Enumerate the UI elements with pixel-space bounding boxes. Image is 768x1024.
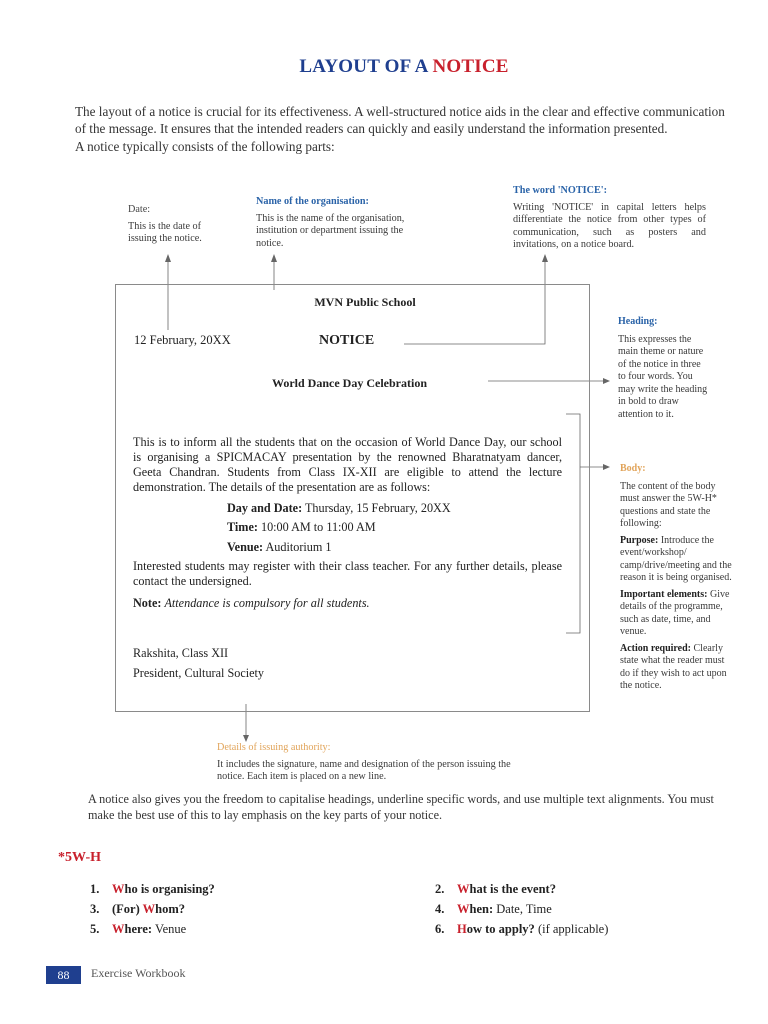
note-label: Note: bbox=[133, 596, 162, 610]
title-part-2: NOTICE bbox=[432, 56, 509, 77]
heading-annotation-title: Heading: bbox=[618, 316, 658, 327]
question-extra: Venue bbox=[152, 922, 187, 936]
question-5 bbox=[90, 922, 186, 937]
arrowhead bbox=[603, 378, 610, 384]
question-text: ho is organising? bbox=[124, 882, 215, 896]
purpose-label: Purpose: bbox=[620, 534, 659, 546]
question-text: here: bbox=[124, 922, 153, 936]
question-1 bbox=[90, 882, 215, 897]
question-initial: W bbox=[112, 922, 125, 936]
question-initial: W bbox=[457, 882, 470, 896]
footer-label: Exercise Workbook bbox=[91, 966, 186, 980]
arrowhead bbox=[542, 254, 548, 262]
time-value: 10:00 AM to 11:00 AM bbox=[257, 520, 376, 534]
notice-word: NOTICE bbox=[319, 333, 375, 348]
action-required-label: Action required: bbox=[620, 642, 692, 654]
notice-heading: World Dance Day Celebration bbox=[272, 376, 427, 390]
question-text: hat is the event? bbox=[469, 882, 556, 896]
question-number: 5. bbox=[90, 922, 100, 936]
time-label: Time: bbox=[227, 520, 258, 534]
body-annotation-title: Body: bbox=[620, 463, 646, 474]
note-value: Attendance is compulsory for all students. bbox=[164, 596, 370, 610]
question-initial: W bbox=[142, 902, 156, 916]
question-2 bbox=[435, 882, 556, 897]
venue-label: Venue: bbox=[227, 540, 264, 554]
question-text: hom? bbox=[155, 902, 186, 916]
body-important-elements bbox=[620, 589, 736, 639]
body-action-required bbox=[620, 643, 736, 693]
notice-word-annotation-heading: The word 'NOTICE': bbox=[513, 185, 607, 196]
question-number: 6. bbox=[435, 922, 445, 936]
arrowhead bbox=[603, 464, 610, 470]
bottom-paragraph: A notice also gives you the freedom to capitalise headings, underline specific words, and use multiple text alignments. You must make the best use of this to lay emphasis on the key parts of your notice. bbox=[88, 792, 714, 822]
question-number: 2. bbox=[435, 882, 445, 896]
question-text: ow to apply? bbox=[466, 922, 535, 936]
arrowhead bbox=[271, 254, 277, 262]
arrowhead bbox=[165, 254, 171, 262]
question-initial: W bbox=[112, 882, 125, 896]
notice-word-annotation bbox=[513, 185, 706, 252]
page-number: 88 bbox=[46, 966, 81, 984]
notice-signer-title: President, Cultural Society bbox=[133, 666, 264, 680]
question-extra: (if applicable) bbox=[534, 922, 609, 936]
organisation-annotation-text: This is the name of the organisation, institution or department issuing the notice. bbox=[256, 212, 405, 249]
page-title bbox=[0, 56, 768, 78]
question-number: 3. bbox=[90, 902, 100, 916]
intro-section bbox=[75, 104, 737, 158]
question-initial: H bbox=[457, 922, 467, 936]
question-3 bbox=[90, 902, 185, 917]
notice-venue bbox=[227, 540, 332, 555]
heading-annotation-text: This expresses the main theme or nature of the notice in three to four words. You may write the heading in bold to draw attention to it. bbox=[618, 333, 708, 420]
body-annotation-text: The content of the body must answer the 5W-H* questions and state the following: bbox=[620, 480, 717, 529]
purpose-text: Introduce the event/workshop/ camp/drive/meeting and the reason it is being organised. bbox=[620, 534, 732, 583]
fivewh-title: *5W-H bbox=[58, 850, 102, 865]
question-prefix: (For) bbox=[112, 902, 143, 916]
question-initial: W bbox=[457, 902, 470, 916]
notice-date: 12 February, 20XX bbox=[134, 333, 231, 347]
body-annotation bbox=[620, 463, 736, 693]
authority-annotation-heading: Details of issuing authority: bbox=[217, 742, 331, 753]
day-date-label: Day and Date: bbox=[227, 501, 303, 515]
notice-signer-name: Rakshita, Class XII bbox=[133, 646, 229, 660]
important-elements-label: Important elements: bbox=[620, 588, 708, 600]
notice-day-date bbox=[227, 501, 451, 516]
important-elements-text: Give details of the programme, such as date, time, and venue. bbox=[620, 588, 730, 637]
date-annotation-text: This is the date of issuing the notice. bbox=[128, 220, 202, 244]
authority-annotation bbox=[217, 742, 517, 784]
notice-word-annotation-text: Writing 'NOTICE' in capital letters helps differentiate the notice from other types of communication, such as posters and invitations, on a notice board. bbox=[513, 201, 706, 250]
notice-time bbox=[227, 520, 376, 535]
notice-school-name: MVN Public School bbox=[314, 295, 416, 309]
notice-body-paragraph: This is to inform all the students that on the occasion of World Dance Day, our school is organising a SPICMACAY presentation by the renowned Bharatnatyam dancer, Geeta Chandran. Students from Class IX-XII are eligible to attend the lecture demonstration. The details of the presentation are as follows: bbox=[133, 435, 562, 494]
authority-annotation-text: It includes the signature, name and designation of the person issuing the notice. Each item is placed on a new line. bbox=[217, 758, 511, 782]
title-part-1: LAYOUT OF A bbox=[299, 56, 433, 77]
intro-paragraph: The layout of a notice is crucial for its effectiveness. A well-structured notice aids in the clear and effective communication of the message. It ensures that the intended readers can quickly and easily understand the information presented. bbox=[75, 104, 725, 136]
intro-parts-line: A notice typically consists of the following parts: bbox=[75, 139, 335, 154]
question-text: hen: bbox=[469, 902, 494, 916]
day-date-value: Thursday, 15 February, 20XX bbox=[302, 501, 451, 515]
question-number: 4. bbox=[435, 902, 445, 916]
question-6 bbox=[435, 922, 608, 937]
heading-annotation bbox=[618, 316, 708, 421]
notice-note bbox=[133, 596, 370, 611]
arrowhead bbox=[243, 735, 249, 742]
action-required-text: Clearly state what the reader must do if they wish to act upon the notice. bbox=[620, 642, 727, 691]
body-purpose bbox=[620, 535, 736, 585]
organisation-annotation bbox=[256, 196, 421, 250]
notice-interested: Interested students may register with their class teacher. For any further details, please contact the undersigned. bbox=[133, 559, 562, 588]
date-annotation-heading: Date: bbox=[128, 204, 151, 215]
question-number: 1. bbox=[90, 882, 100, 896]
venue-value: Auditorium 1 bbox=[263, 540, 332, 554]
question-4 bbox=[435, 902, 552, 917]
organisation-annotation-heading: Name of the organisation: bbox=[256, 196, 369, 207]
date-annotation bbox=[128, 204, 220, 246]
question-extra: Date, Time bbox=[493, 902, 552, 916]
